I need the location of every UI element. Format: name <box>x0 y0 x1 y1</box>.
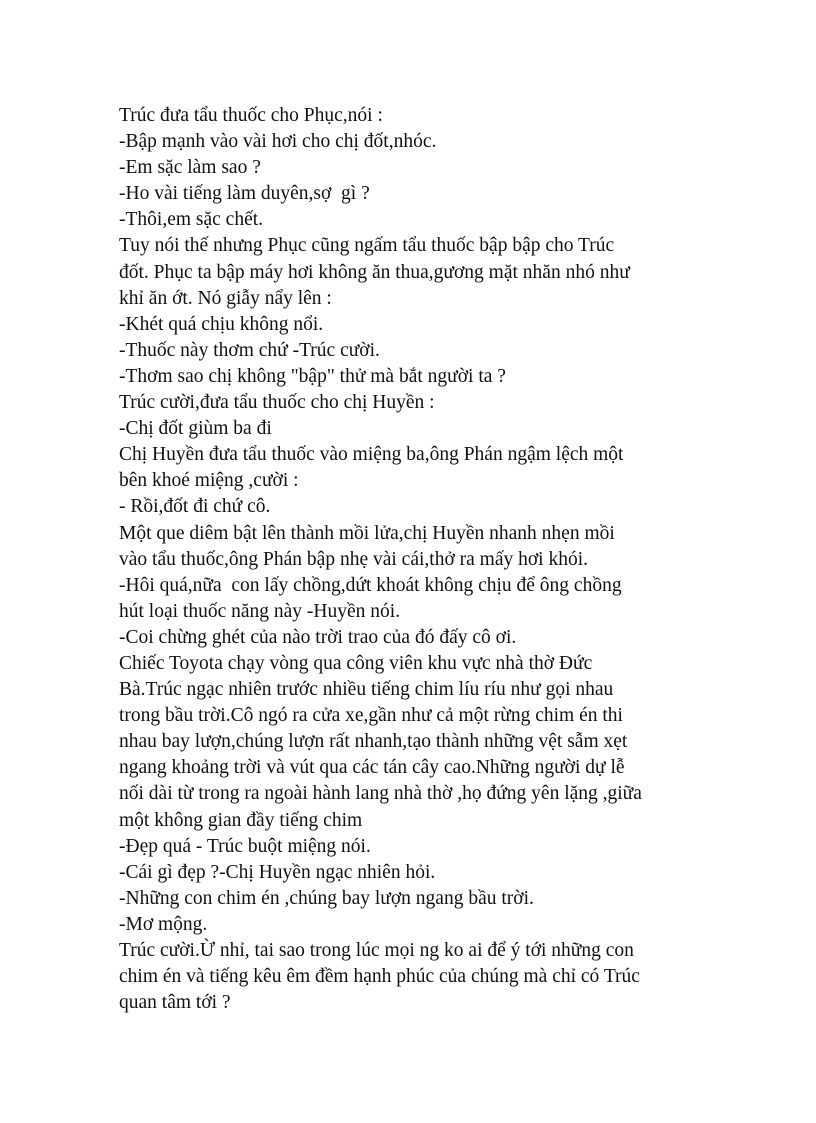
text-line: -Em sặc làm sao ? <box>119 157 261 179</box>
text-line: -Mơ mộng. <box>119 913 208 935</box>
text-line: ngang khoảng trời và vút qua các tán cây cao.Những người dự lễ <box>119 757 625 779</box>
text-line: Trúc cười.Ừ nhỉ, tai sao trong lúc mọi ng ko ai để ý tới những con <box>119 940 634 961</box>
text-line: chim én và tiếng kêu êm đềm hạnh phúc của chúng mà chỉ có Trúc <box>119 966 640 988</box>
text-line: vào tẩu thuốc,ông Phán bập nhẹ vài cái,thở ra mấy hơi khói. <box>119 548 589 570</box>
text-line: khỉ ăn ớt. Nó giẫy nẩy lên : <box>119 287 332 309</box>
text-line: -Đẹp quá - Trúc buột miệng nói. <box>119 835 371 857</box>
text-line: đốt. Phục ta bập máy hơi không ăn thua,gương mặt nhăn nhó như <box>119 261 630 283</box>
text-line: -Thôi,em sặc chết. <box>119 209 264 231</box>
text-line: -Hôi quá,nữa con lấy chồng,dứt khoát không chịu để ông chồng <box>119 574 622 596</box>
text-line: Chiếc Toyota chạy vòng qua công viên khu vực nhà thờ Đức <box>119 652 593 674</box>
text-line: -Thuốc này thơm chứ -Trúc cười. <box>119 339 380 361</box>
text-line: quan tâm tới ? <box>119 992 231 1014</box>
text-line: Bà.Trúc ngạc nhiên trước nhiều tiếng chim líu ríu như gọi nhau <box>119 679 614 701</box>
text-line: một không gian đầy tiếng chim <box>119 809 363 831</box>
text-line: trong bầu trời.Cô ngó ra cửa xe,gần như cả một rừng chim én thi <box>119 705 623 727</box>
text-line: bên khoé miệng ,cười : <box>119 470 299 492</box>
text-line: Một que diêm bật lên thành mồi lửa,chị Huyền nhanh nhẹn mồi <box>119 522 615 544</box>
text-line: Trúc cười,đưa tẩu thuốc cho chị Huyền : <box>119 392 435 414</box>
text-line: nhau bay lượn,chúng lượn rất nhanh,tạo thành những vệt sẫm xẹt <box>119 731 628 753</box>
text-line: -Bập mạnh vào vài hơi cho chị đốt,nhóc. <box>119 131 437 153</box>
text-line: - Rồi,đốt đi chứ cô. <box>119 496 271 518</box>
text-line: -Thơm sao chị không "bập" thử mà bắt người ta ? <box>119 365 506 387</box>
text-line: Tuy nói thế nhưng Phục cũng ngấm tẩu thuốc bập bập cho Trúc <box>119 235 615 257</box>
document-body <box>119 103 804 1016</box>
text-line: -Cái gì đẹp ?-Chị Huyền ngạc nhiên hỏi. <box>119 861 436 883</box>
text-line: -Ho vài tiếng làm duyên,sợ gì ? <box>119 183 370 205</box>
text-line: hút loại thuốc năng này -Huyền nói. <box>119 600 401 622</box>
text-line: -Những con chim én ,chúng bay lượn ngang bầu trời. <box>119 887 534 909</box>
text-line: Chị Huyền đưa tẩu thuốc vào miệng ba,ông Phán ngậm lệch một <box>119 444 624 466</box>
text-line: Trúc đưa tẩu thuốc cho Phục,nói : <box>119 105 383 126</box>
text-line: -Khét quá chịu không nổi. <box>119 313 324 335</box>
text-line: -Chị đốt giùm ba đi <box>119 418 272 440</box>
text-line: -Coi chừng ghét của nào trời trao của đó đấy cô ơi. <box>119 626 517 648</box>
text-line: nối dài từ trong ra ngoài hành lang nhà thờ ,họ đứng yên lặng ,giữa <box>119 783 642 805</box>
